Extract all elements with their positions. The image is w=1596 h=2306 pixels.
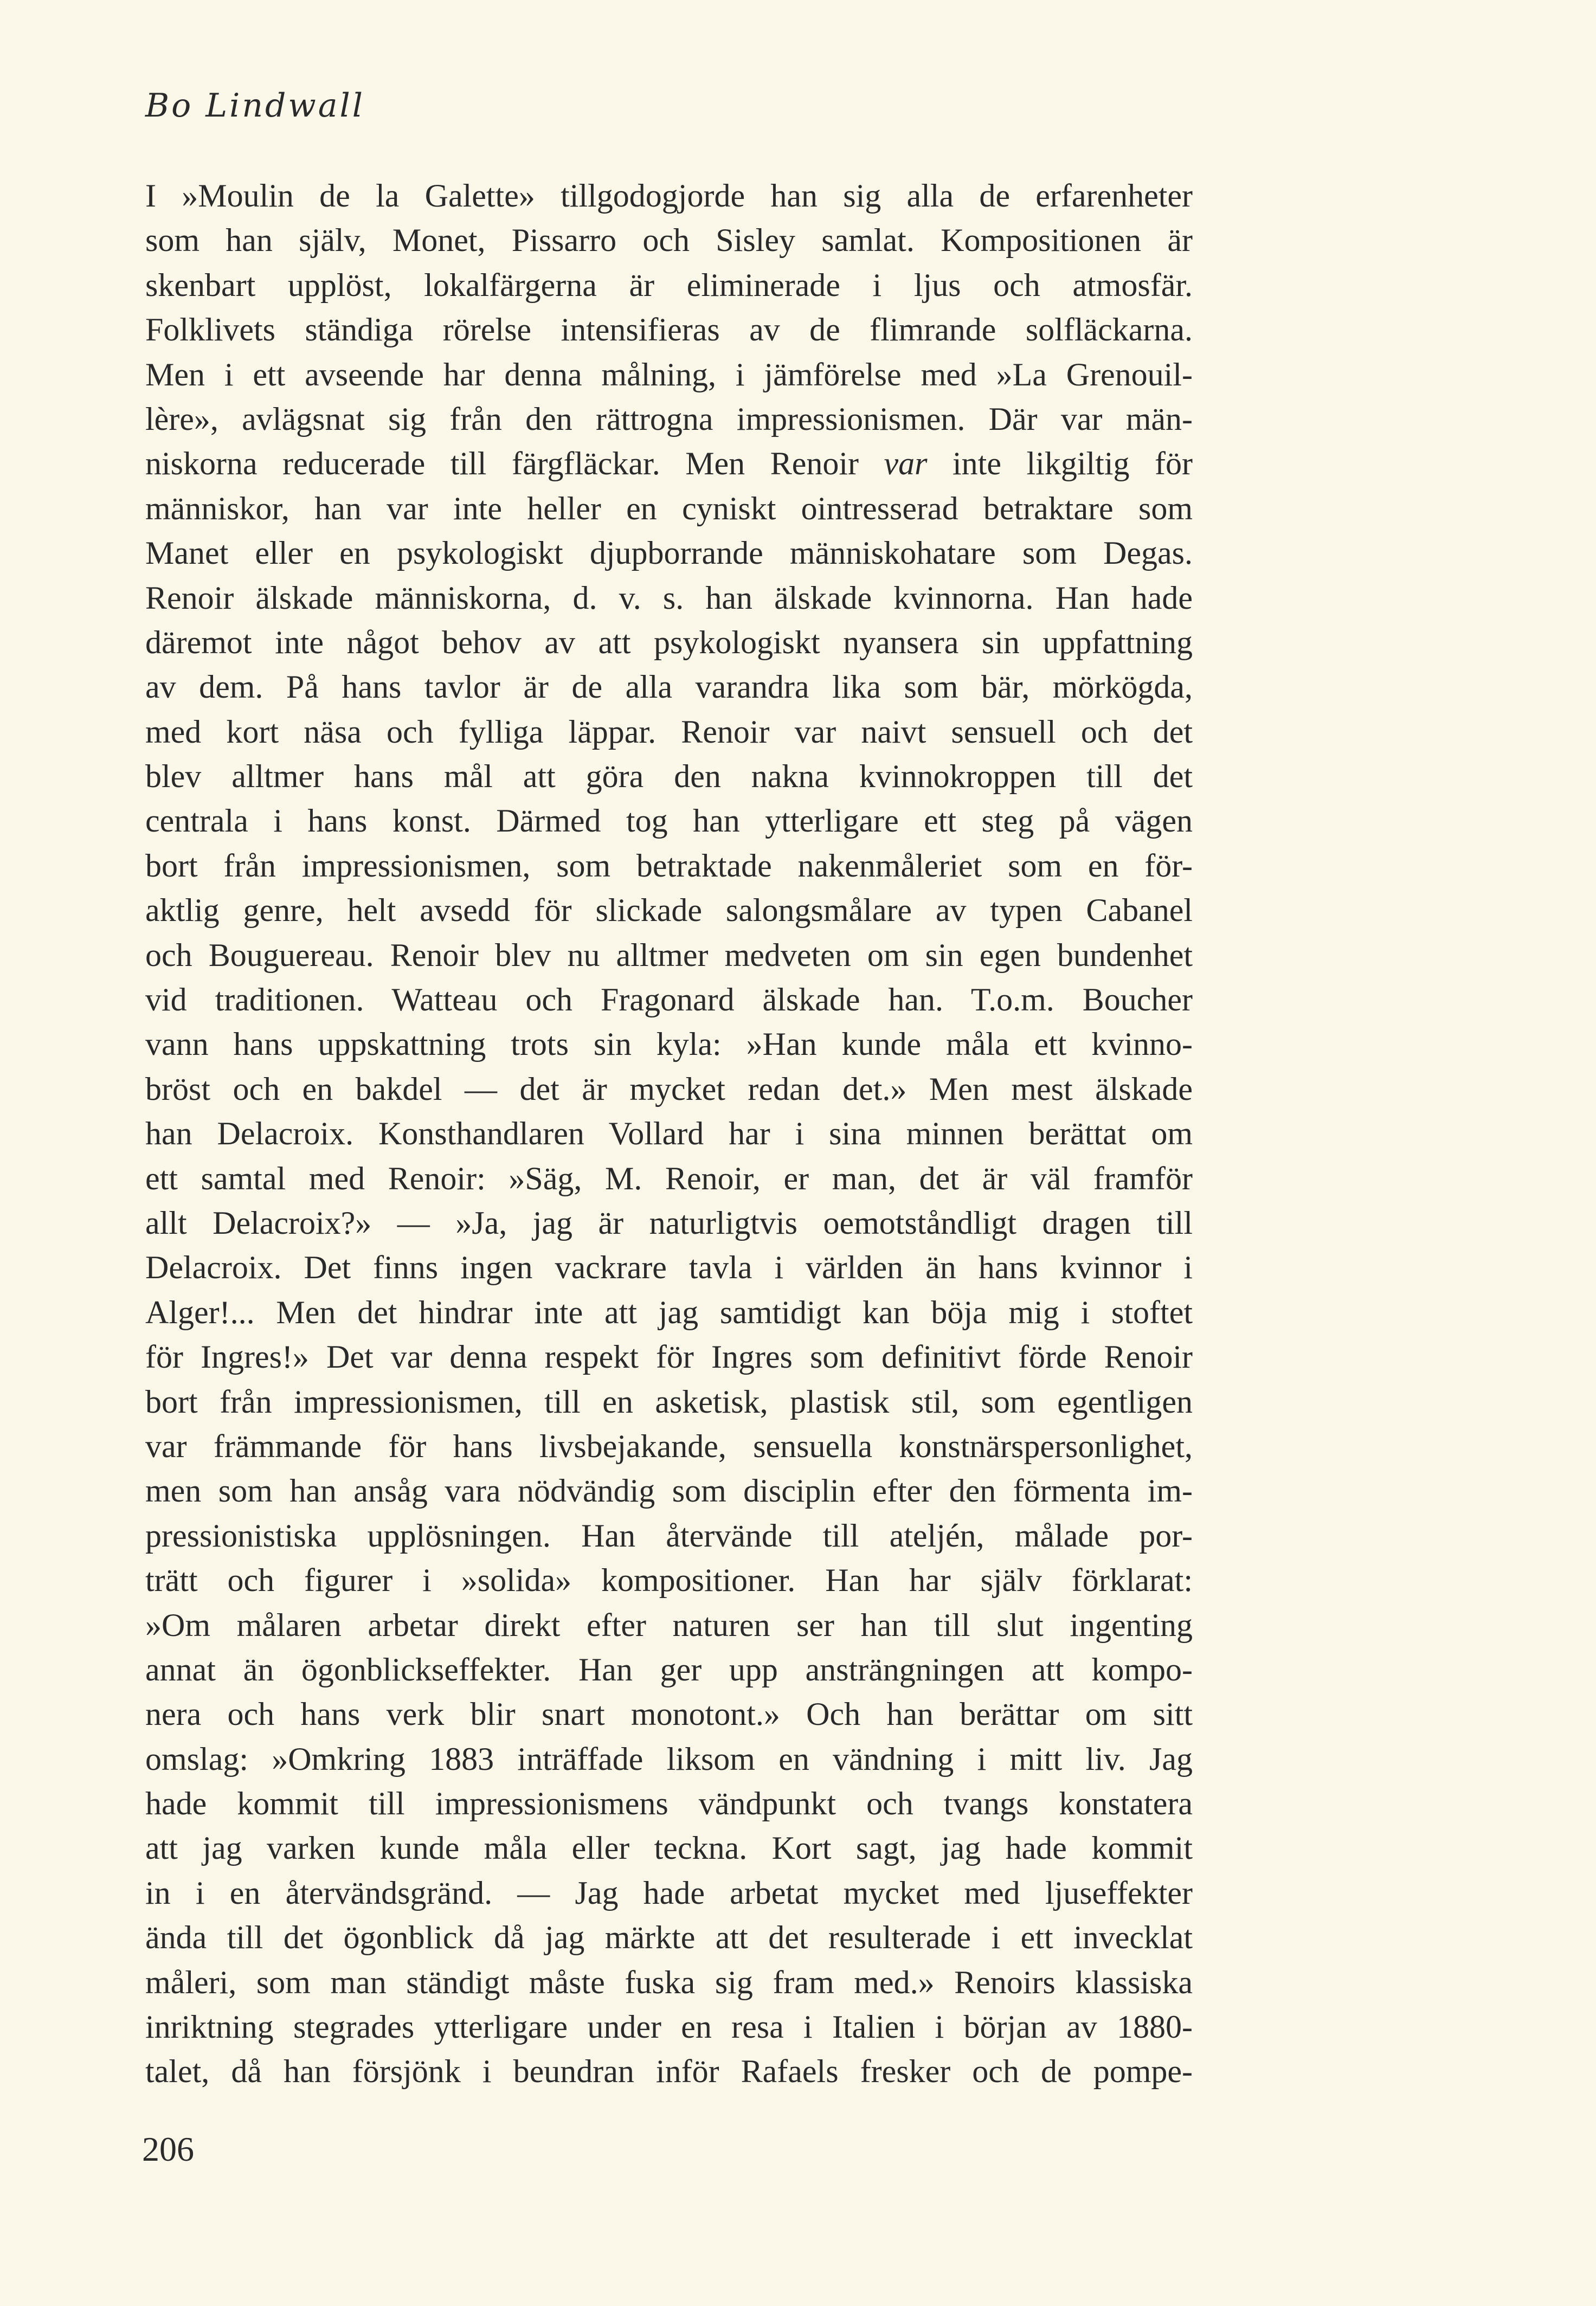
text-line: pressionistiska upplösningen. Han återvände till ateljén, målade por-	[145, 1517, 1193, 1554]
text-line: måleri, som man ständigt måste fuska sig fram med.» Renoirs klassiska	[145, 1964, 1193, 2000]
text-line: I »Moulin de la Galette» tillgodogjorde han sig alla de erfarenheter	[145, 178, 1193, 214]
text-line: vid traditionen. Watteau och Fragonard älskade han. T.o.m. Boucher	[145, 982, 1193, 1018]
text-line: Delacroix. Det finns ingen vackrare tavla i världen än hans kvinnor i	[145, 1249, 1193, 1286]
text-line: att jag varken kunde måla eller teckna. Kort sagt, jag hade kommit	[145, 1830, 1193, 1866]
text-line: skenbart upplöst, lokalfärgerna är eliminerade i ljus och atmosfär.	[145, 267, 1193, 303]
text-line: omslag: »Omkring 1883 inträffade liksom en vändning i mitt liv. Jag	[145, 1741, 1193, 1777]
text-line: bort från impressionismen, som betraktade nakenmåleriet som en för-	[145, 847, 1193, 884]
text-line: trätt och figurer i »solida» kompositioner. Han har själv förklarat:	[145, 1562, 1193, 1599]
text-line: och Bouguereau. Renoir blev nu alltmer medveten om sin egen bundenhet	[145, 937, 1193, 973]
text-line: Men i ett avseende har denna målning, i jämförelse med »La Grenouil-	[145, 356, 1193, 392]
text-line: Renoir älskade människorna, d. v. s. han älskade kvinnorna. Han hade	[145, 579, 1193, 616]
text-line: aktlig genre, helt avsedd för slickade salongsmålare av typen Cabanel	[145, 892, 1193, 929]
text-line: nera och hans verk blir snart monotont.» Och han berättar om sitt	[145, 1696, 1193, 1732]
text-line: ända till det ögonblick då jag märkte att det resulterade i ett invecklat	[145, 1919, 1193, 1956]
text-line: niskorna reducerade till färgfläckar. Men Renoir var inte likgiltig för	[145, 446, 1193, 482]
text-line: allt Delacroix?» — »Ja, jag är naturligtvis oemotståndligt dragen till	[145, 1204, 1193, 1241]
text-line: blev alltmer hans mål att göra den nakna kvinnokroppen till det	[145, 758, 1193, 795]
text-line: talet, då han försjönk i beundran inför Rafaels fresker och de pompe-	[145, 2053, 1193, 2090]
text-line: ett samtal med Renoir: »Säg, M. Renoir, er man, det är väl framför	[145, 1160, 1193, 1196]
text-line: bort från impressionismen, till en asketisk, plastisk stil, som egentligen	[145, 1383, 1193, 1420]
text-line: men som han ansåg vara nödvändig som disciplin efter den förmenta im-	[145, 1473, 1193, 1509]
body-text	[145, 173, 1193, 2094]
running-head: Bo Lindwall	[145, 87, 365, 125]
text-line: hade kommit till impressionismens vändpunkt och tvangs konstatera	[145, 1786, 1193, 1822]
text-line: lère», avlägsnat sig från den rättrogna impressionismen. Där var män-	[145, 401, 1193, 437]
text-line: vann hans uppskattning trots sin kyla: »Han kunde måla ett kvinno-	[145, 1026, 1193, 1062]
text-line: Folklivets ständiga rörelse intensifieras av de flimrande solfläckarna.	[145, 312, 1193, 348]
text-line: annat än ögonblickseffekter. Han ger upp ansträngningen att kompo-	[145, 1651, 1193, 1687]
text-line: Alger!... Men det hindrar inte att jag samtidigt kan böja mig i stoftet	[145, 1294, 1193, 1330]
text-line: centrala i hans konst. Därmed tog han ytterligare ett steg på vägen	[145, 803, 1193, 839]
text-line: för Ingres!» Det var denna respekt för Ingres som definitivt förde Renoir	[145, 1339, 1193, 1375]
text-line: var främmande för hans livsbejakande, sensuella konstnärspersonlighet,	[145, 1428, 1193, 1464]
text-line: människor, han var inte heller en cyniskt ointresserad betraktare som	[145, 490, 1193, 526]
text-line: han Delacroix. Konsthandlaren Vollard har i sina minnen berättat om	[145, 1116, 1193, 1152]
text-line: Manet eller en psykologiskt djupborrande människohatare som Degas.	[145, 535, 1193, 571]
text-line: bröst och en bakdel — det är mycket redan det.» Men mest älskade	[145, 1071, 1193, 1107]
text-line: »Om målaren arbetar direkt efter naturen ser han till slut ingenting	[145, 1607, 1193, 1643]
text-line: som han själv, Monet, Pissarro och Sisley samlat. Kompositionen är	[145, 222, 1193, 259]
text-line: av dem. På hans tavlor är de alla varandra lika som bär, mörkögda,	[145, 669, 1193, 705]
text-line: med kort näsa och fylliga läppar. Renoir var naivt sensuell och det	[145, 713, 1193, 750]
text-line: inriktning stegrades ytterligare under en resa i Italien i början av 1880-	[145, 2009, 1193, 2045]
page-number: 206	[142, 2130, 194, 2168]
text-line: däremot inte något behov av att psykologiskt nyansera sin uppfattning	[145, 624, 1193, 660]
emphasis: var	[884, 446, 928, 482]
text-line: in i en återvändsgränd. — Jag hade arbetat mycket med ljuseffekter	[145, 1875, 1193, 1911]
